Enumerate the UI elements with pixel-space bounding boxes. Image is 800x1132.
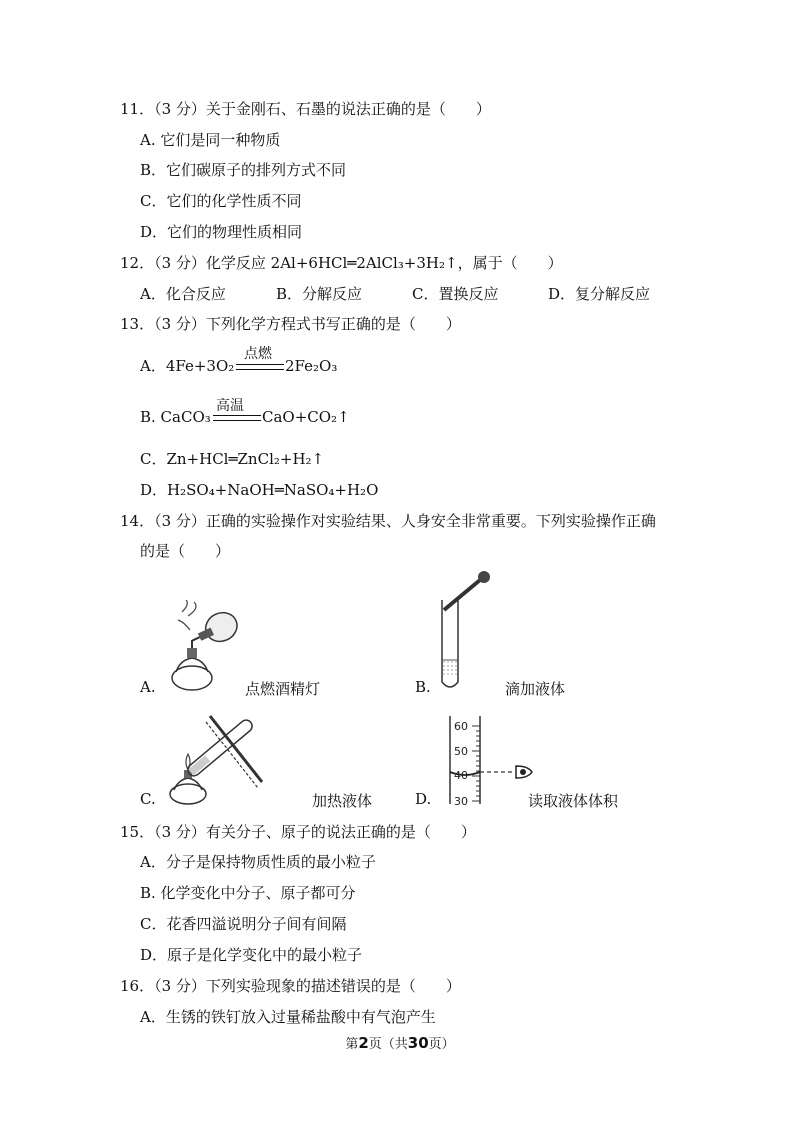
q11-option-a: A. 它们是同一种物质 (140, 131, 281, 149)
cylinder-tick-50: 50 (454, 745, 468, 758)
footer-total-pages: 30 (407, 1034, 429, 1052)
q14-stem-line2: 的是（ ） (140, 542, 231, 560)
q11-option-c: C．它们的化学性质不同 (140, 192, 302, 210)
q13-option-d: D．H₂SO₄+NaOH═NaSO₄+H₂O (140, 481, 379, 499)
q11-option-b: B．它们碳原子的排列方式不同 (140, 161, 347, 179)
q14-option-c-label: C. (140, 790, 156, 808)
q13-option-a-equals-sign (236, 364, 284, 370)
dropper-test-tube-figure (430, 570, 500, 695)
q13-option-b-condition: 高温 (216, 398, 244, 414)
q15-option-a: A．分子是保持物质性质的最小粒子 (140, 853, 376, 871)
q12-options (140, 284, 650, 304)
q12-stem: 12．（3 分）化学反应 2Al+6HCl═2AlCl₃+3H₂↑，属于（ ） (120, 254, 563, 272)
q13-option-a-left: A．4Fe+3O₂ (140, 357, 235, 375)
footer-page-number: 2 (358, 1034, 369, 1052)
cylinder-tick-60: 60 (454, 720, 468, 733)
graduated-cylinder-figure (440, 716, 540, 808)
q11-stem: 11．（3 分）关于金刚石、石墨的说法正确的是（ ） (120, 100, 491, 118)
q13-option-b-equals-sign (213, 415, 261, 421)
heating-test-tube-figure (160, 708, 270, 808)
q14-option-d-label: D. (415, 790, 432, 808)
q12-option-a: A．化合反应 (140, 285, 226, 303)
footer-suffix: 页） (428, 1037, 455, 1052)
cylinder-tick-30: 30 (454, 795, 468, 808)
q15-option-c: C．花香四溢说明分子间有间隔 (140, 915, 347, 933)
q13-stem: 13．（3 分）下列化学方程式书写正确的是（ ） (120, 315, 461, 333)
q14-option-c-caption: 加热液体 (312, 792, 373, 810)
q15-stem: 15．（3 分）有关分子、原子的说法正确的是（ ） (120, 823, 476, 841)
footer-mid: 页（共 (368, 1037, 408, 1052)
alcohol-lamp-lighting-figure (160, 600, 250, 695)
q13-option-a-condition: 点燃 (244, 346, 272, 362)
q12-option-d: D．复分解反应 (548, 285, 651, 303)
q13-option-a-right: 2Fe₂O₃ (285, 357, 338, 375)
q14-option-d-caption: 读取液体体积 (528, 792, 619, 810)
page-footer (0, 1033, 800, 1052)
q16-stem: 16．（3 分）下列实验现象的描述错误的是（ ） (120, 977, 461, 995)
q15-option-d: D．原子是化学变化中的最小粒子 (140, 946, 363, 964)
q15-option-b: B. 化学变化中分子、原子都可分 (140, 884, 356, 902)
q11-option-d: D．它们的物理性质相同 (140, 223, 303, 241)
q13-option-b-right: CaO+CO₂↑ (262, 408, 350, 426)
q14-option-a-caption: 点燃酒精灯 (245, 680, 321, 698)
q13-option-c: C．Zn+HCl═ZnCl₂+H₂↑ (140, 450, 325, 468)
q12-option-c: C．置换反应 (412, 285, 499, 303)
q13-option-b-left: B. CaCO₃ (140, 408, 211, 426)
q14-option-b-label: B. (415, 678, 431, 696)
q16-option-a: A．生锈的铁钉放入过量稀盐酸中有气泡产生 (140, 1008, 436, 1026)
footer-prefix: 第 (345, 1037, 359, 1052)
cylinder-tick-40: 40 (454, 769, 468, 782)
q12-option-b: B．分解反应 (276, 285, 363, 303)
q14-option-b-caption: 滴加液体 (505, 680, 566, 698)
q14-stem-line1: 14．（3 分）正确的实验操作对实验结果、人身安全非常重要。下列实验操作正确 (120, 512, 656, 530)
q14-option-a-label: A. (140, 678, 156, 696)
